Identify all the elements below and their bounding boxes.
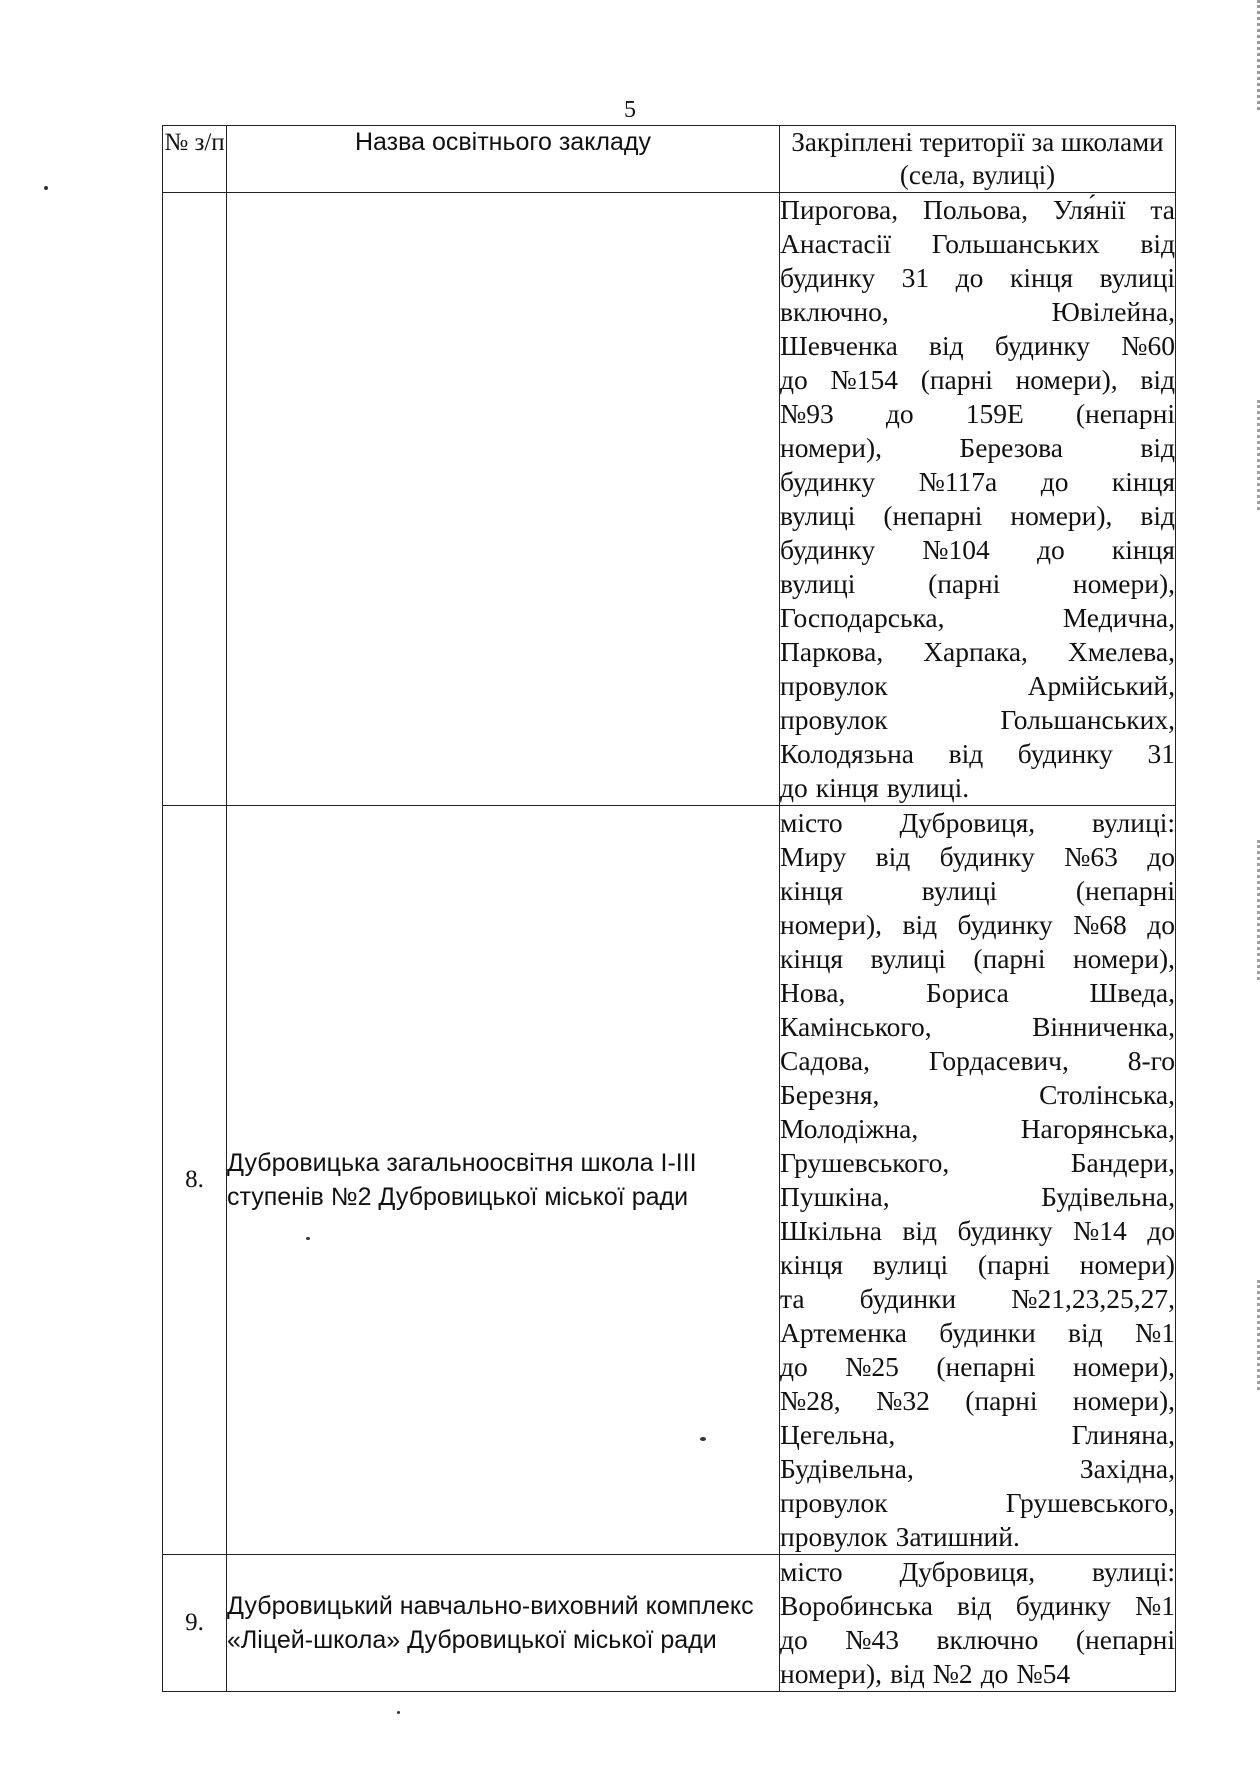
- territories-cell: [780, 806, 1176, 1555]
- territory-line: провулок Затишний.: [780, 1521, 1020, 1552]
- territory-line: Пирогова, Польова, Уля́нії та: [780, 194, 1175, 225]
- territory-line: Колодязьна від будинку 31: [780, 738, 1175, 769]
- scan-speck: [397, 1711, 400, 1714]
- territory-line: провулок Гольшанських,: [780, 704, 1175, 735]
- row-number: 8.: [163, 806, 227, 1555]
- header-number: № з/п: [163, 126, 227, 193]
- territory-lines: [780, 1555, 1175, 1691]
- territory-line: Артеменка будинки від №1: [780, 1317, 1175, 1348]
- territory-line: Миру від будинку №63 до: [780, 841, 1175, 872]
- scan-speck: [306, 1237, 310, 1240]
- page-number: 5: [624, 97, 636, 123]
- territory-line: будинку 31 до кінця вулиці: [780, 262, 1175, 293]
- territory-line: включно, Ювілейна,: [780, 296, 1175, 327]
- table-row: [163, 193, 1176, 806]
- scan-edge-artifact: [1177, 1280, 1260, 1390]
- territory-line: провулок Грушевського,: [780, 1487, 1175, 1518]
- header-school-name: Назва освітнього закладу: [227, 126, 780, 193]
- scan-edge-artifact: [1177, 840, 1260, 980]
- school-name: [227, 193, 780, 806]
- schools-territories-table: [162, 125, 1176, 1692]
- territory-line: номери), Березова від: [780, 432, 1175, 463]
- territory-line: Пушкіна, Будівельна,: [780, 1181, 1175, 1212]
- table-row: [163, 1555, 1176, 1692]
- territory-line: Воробинська від будинку №1: [780, 1590, 1175, 1621]
- territory-line: номери), від будинку №68 до: [780, 909, 1175, 940]
- territory-line: кінця вулиці (парні номери),: [780, 943, 1175, 974]
- territory-line: до №154 (парні номери), від: [780, 364, 1175, 395]
- scan-edge-artifact: [1177, 0, 1260, 110]
- territory-line: вулиці (непарні номери), від: [780, 500, 1175, 531]
- school-name: Дубровицька загальноосвітня школа І-ІІІ ступенів №2 Дубровицької міської ради: [227, 806, 780, 1555]
- scan-speck: [700, 1437, 706, 1441]
- territory-line: до кінця вулиці.: [780, 772, 970, 803]
- territory-line: Молодіжна, Нагорянська,: [780, 1113, 1175, 1144]
- territory-line: Шевченка від будинку №60: [780, 330, 1175, 361]
- row-number: [163, 193, 227, 806]
- territories-cell: [780, 193, 1176, 806]
- territory-line: Анастасії Гольшанських від: [780, 228, 1175, 259]
- territory-line: місто Дубровиця, вулиці:: [780, 1556, 1175, 1587]
- territory-line: №93 до 159Е (непарні: [780, 398, 1175, 429]
- territory-line: до №25 (непарні номери),: [780, 1351, 1175, 1382]
- territory-line: Грушевського, Бандери,: [780, 1147, 1175, 1178]
- territory-line: Камінського, Вінниченка,: [780, 1011, 1175, 1042]
- scan-speck: [44, 186, 48, 190]
- territory-line: будинку №117а до кінця: [780, 466, 1175, 497]
- territory-line: Садова, Гордасевич, 8-го: [780, 1045, 1175, 1076]
- territory-line: Паркова, Харпака, Хмелева,: [780, 636, 1175, 667]
- territory-line: Будівельна, Західна,: [780, 1453, 1175, 1484]
- scan-edge-artifact: [1177, 400, 1260, 510]
- territory-line: Нова, Бориса Шведа,: [780, 977, 1175, 1008]
- territory-line: кінця вулиці (парні номери): [780, 1249, 1175, 1280]
- territory-line: будинку №104 до кінця: [780, 534, 1175, 565]
- territory-line: Цегельна, Глиняна,: [780, 1419, 1175, 1450]
- territory-line: №28, №32 (парні номери),: [780, 1385, 1175, 1416]
- territory-line: номери), від №2 до №54: [780, 1658, 1071, 1689]
- territory-line: вулиці (парні номери),: [780, 568, 1175, 599]
- table-row: [163, 806, 1176, 1555]
- territories-cell: [780, 1555, 1176, 1692]
- territory-lines: [780, 193, 1175, 805]
- territory-line: кінця вулиці (непарні: [780, 875, 1175, 906]
- territory-line: Господарська, Медична,: [780, 602, 1175, 633]
- territory-line: Березня, Столінська,: [780, 1079, 1175, 1110]
- territory-line: провулок Армійський,: [780, 670, 1175, 701]
- row-number: 9.: [163, 1555, 227, 1692]
- school-name: Дубровицький навчально-виховний комплекс «Ліцей-школа» Дубровицької міської ради: [227, 1555, 780, 1692]
- territory-line: місто Дубровиця, вулиці:: [780, 807, 1175, 838]
- table-header-row: [163, 126, 1176, 193]
- header-territories: Закріплені території за школами (села, вулиці): [780, 126, 1176, 193]
- territory-line: до №43 включно (непарні: [780, 1624, 1175, 1655]
- territory-line: Шкільна від будинку №14 до: [780, 1215, 1175, 1246]
- territory-lines: [780, 806, 1175, 1554]
- territory-line: та будинки №21,23,25,27,: [780, 1283, 1175, 1314]
